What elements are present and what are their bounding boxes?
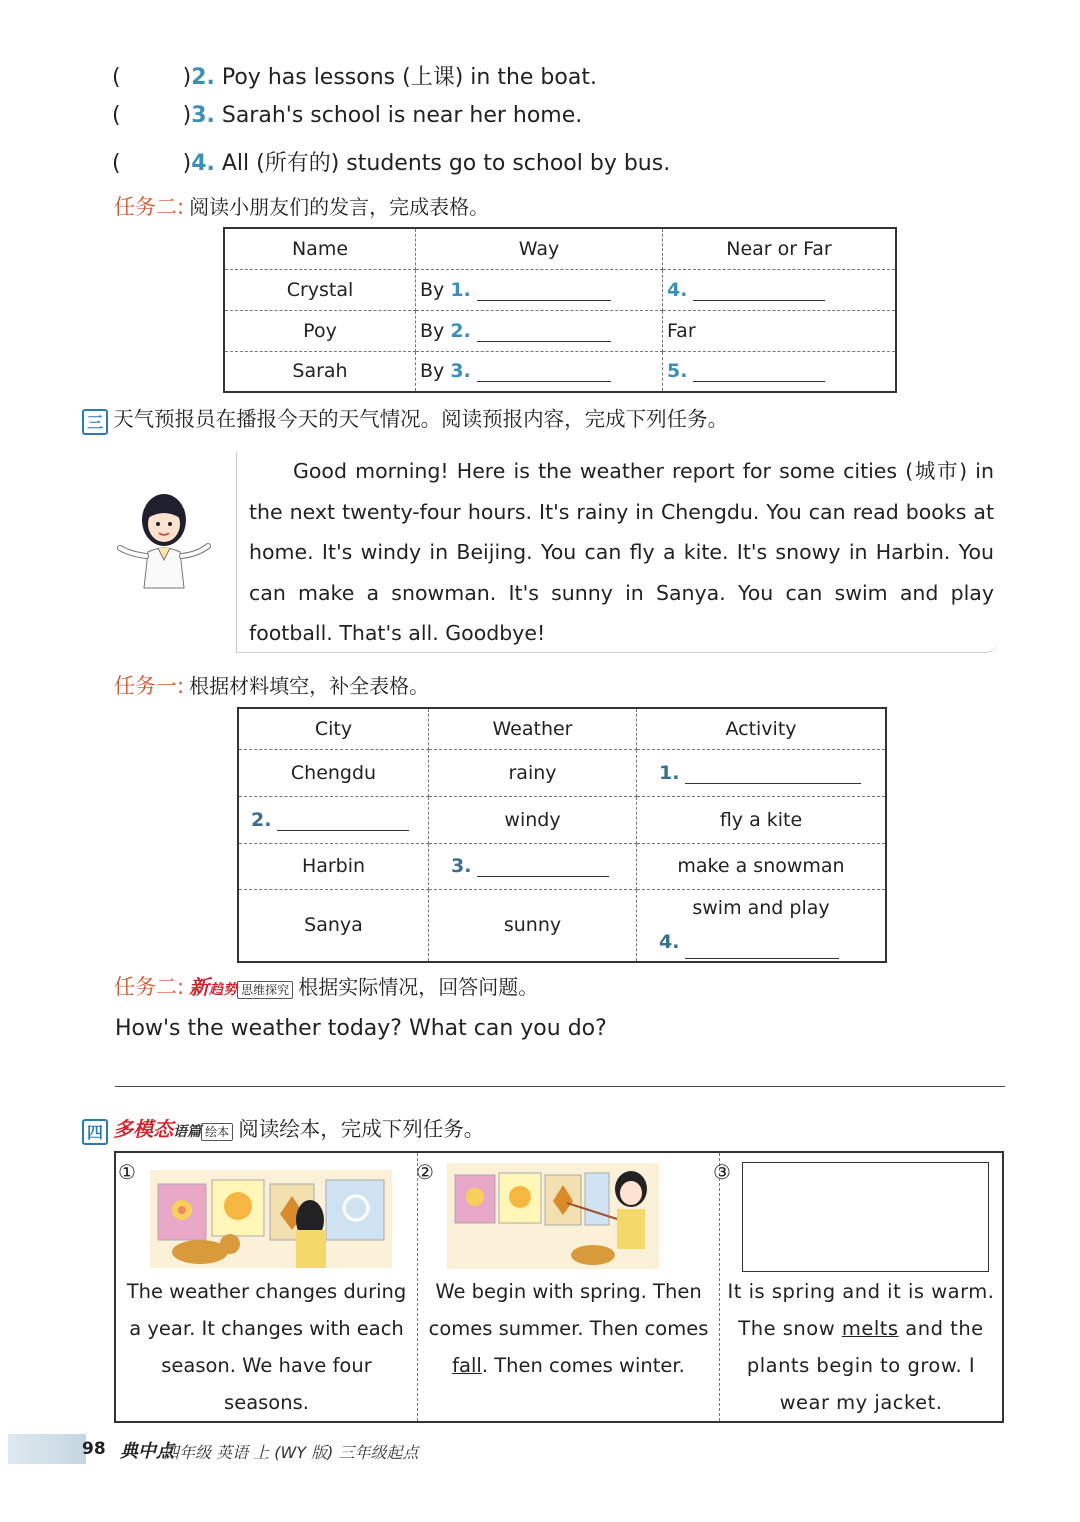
near-cell: Far [663, 310, 897, 351]
weather-cell: windy [429, 796, 637, 843]
name-cell: Crystal [224, 269, 416, 310]
answer-blank[interactable] [477, 381, 611, 382]
answer-paren-open[interactable]: ( [112, 103, 121, 128]
picture-book-badge: 绘本 [201, 1123, 233, 1141]
answer-paren-open[interactable]: ( [112, 65, 121, 90]
book-title: 四年级 英语 上 (WY 版) 三年级起点 [163, 1443, 419, 1462]
drawing-box[interactable] [742, 1162, 989, 1272]
blank-number: 1. [659, 761, 680, 784]
page-number: 98 [82, 1439, 106, 1459]
header-weather: Weather [429, 708, 637, 749]
way-cell [416, 310, 663, 351]
blank-number: 2. [251, 808, 272, 831]
blank-number: 4. [667, 278, 688, 301]
blank-number: 3. [450, 360, 471, 383]
name-cell: Poy [224, 310, 416, 351]
answer-paren-close: ) [182, 151, 192, 176]
weather-cell: rainy [429, 749, 637, 796]
answer-blank[interactable] [693, 381, 825, 382]
answer-blank[interactable] [277, 830, 409, 831]
way-cell [416, 351, 663, 392]
answer-paren-close: ) [182, 103, 192, 128]
header-activity: Activity [637, 708, 887, 749]
city-cell: Chengdu [238, 749, 429, 796]
blank-number: 5. [667, 360, 688, 383]
city-cell: Sanya [238, 889, 429, 962]
transport-table [223, 227, 897, 393]
task-label: 任务一: [114, 674, 185, 698]
answer-line[interactable] [115, 1086, 1005, 1087]
activity-cell: make a snowman [637, 843, 887, 889]
section-instruction: 天气预报员在播报今天的天气情况。阅读预报内容，完成下列任务。 [113, 407, 729, 431]
teacher-pointing-illustration [447, 1163, 659, 1269]
city-cell [238, 796, 429, 843]
question-number: 2. [191, 65, 215, 90]
section-4-heading [82, 1112, 484, 1145]
answer-blank[interactable] [477, 300, 611, 301]
task-instruction: 根据实际情况，回答问题。 [298, 975, 539, 999]
discourse-badge: 语篇 [173, 1124, 202, 1140]
question-text: Poy has lessons (上课) in the boat. [221, 65, 597, 90]
task-label: 任务二: [114, 195, 185, 219]
activity-cell: fly a kite [637, 796, 887, 843]
blank-number: 2. [450, 319, 471, 342]
task-heading [114, 670, 429, 700]
answer-blank[interactable] [685, 958, 839, 959]
task-instruction: 根据材料填空，补全表格。 [189, 674, 430, 698]
task-heading [114, 971, 538, 1001]
name-cell: Sarah [224, 351, 416, 392]
header-city: City [238, 708, 429, 749]
weather-cell [429, 843, 637, 889]
story-text: It is spring and it is warm. The snow [727, 1280, 995, 1340]
answer-blank[interactable] [693, 300, 825, 301]
section-number-icon: 四 [82, 1119, 108, 1145]
blank-number: 1. [450, 278, 471, 301]
weather-reporter-illustration [112, 490, 216, 594]
story-text: The weather changes during a year. It changes with each season. We have four seasons. [126, 1280, 407, 1414]
thinking-badge: 思维探究 [237, 981, 293, 999]
city-cell: Harbin [238, 843, 429, 889]
answer-blank[interactable] [477, 876, 609, 877]
blank-number: 3. [451, 855, 472, 877]
section-3-heading [82, 402, 728, 435]
brand-logo: 典中点 [120, 1441, 174, 1462]
near-cell [663, 269, 897, 310]
weather-table [237, 707, 887, 963]
section-instruction: 阅读绘本，完成下列任务。 [238, 1117, 485, 1141]
blank-number: 4. [659, 931, 680, 954]
question-4 [112, 146, 670, 177]
open-question: How's the weather today? What can you do? [115, 1016, 607, 1041]
panel-marker: ① [118, 1160, 136, 1184]
header-name: Name [224, 228, 416, 269]
panel-marker: ② [416, 1160, 434, 1184]
way-cell [416, 269, 663, 310]
panel-marker: ③ [713, 1160, 731, 1184]
section-number-icon: 三 [82, 409, 108, 435]
question-number: 4. [191, 151, 215, 176]
story-text: . Then comes winter. [481, 1354, 685, 1377]
underlined-word: fall [452, 1354, 482, 1377]
story-text: We begin with spring. Then comes summer. Then comes [428, 1280, 709, 1340]
seasons-pictures-illustration [150, 1170, 392, 1268]
way-prefix: By [420, 360, 445, 383]
story-text: and the plants begin to grow. I wear my jacket. [746, 1317, 984, 1414]
near-cell [663, 351, 897, 392]
question-2 [112, 60, 597, 91]
answer-paren-close: ) [182, 65, 192, 90]
way-prefix: By [420, 278, 445, 301]
report-paragraph: Good morning! Here is the weather report for some cities (城市) in the next twenty-four hours. It's rainy in Chengdu. You can read books at home. It's windy in Beijing. You can fly a kite. It's snowy in Harbin. You can make a snowman. It's sunny in Sanya. You can swim and play football. That's all. Goodbye! [249, 459, 994, 645]
task-label: 任务二: [114, 975, 185, 999]
task-heading [114, 191, 489, 221]
weather-report-text [249, 451, 994, 654]
activity-cell [637, 749, 887, 796]
new-trend-badge: 新 [189, 975, 210, 999]
underlined-word: melts [841, 1317, 899, 1340]
answer-blank[interactable] [477, 341, 611, 342]
weather-cell: sunny [429, 889, 637, 962]
task-instruction: 阅读小朋友们的发言，完成表格。 [189, 195, 490, 219]
trend-badge: 趋势 [209, 982, 238, 998]
multimodal-badge: 多模态 [113, 1117, 174, 1141]
question-3 [112, 103, 582, 128]
activity-cell [637, 889, 887, 962]
footer-strip [8, 1434, 86, 1464]
answer-blank[interactable] [685, 783, 861, 784]
way-prefix: By [420, 319, 445, 342]
question-text: Sarah's school is near her home. [221, 103, 583, 128]
question-text: All (所有的) students go to school by bus. [221, 151, 671, 176]
header-way: Way [416, 228, 663, 269]
question-number: 3. [191, 103, 215, 128]
answer-paren-open[interactable]: ( [112, 151, 121, 176]
activity-text: swim and play [692, 897, 830, 920]
header-near-far: Near or Far [663, 228, 897, 269]
